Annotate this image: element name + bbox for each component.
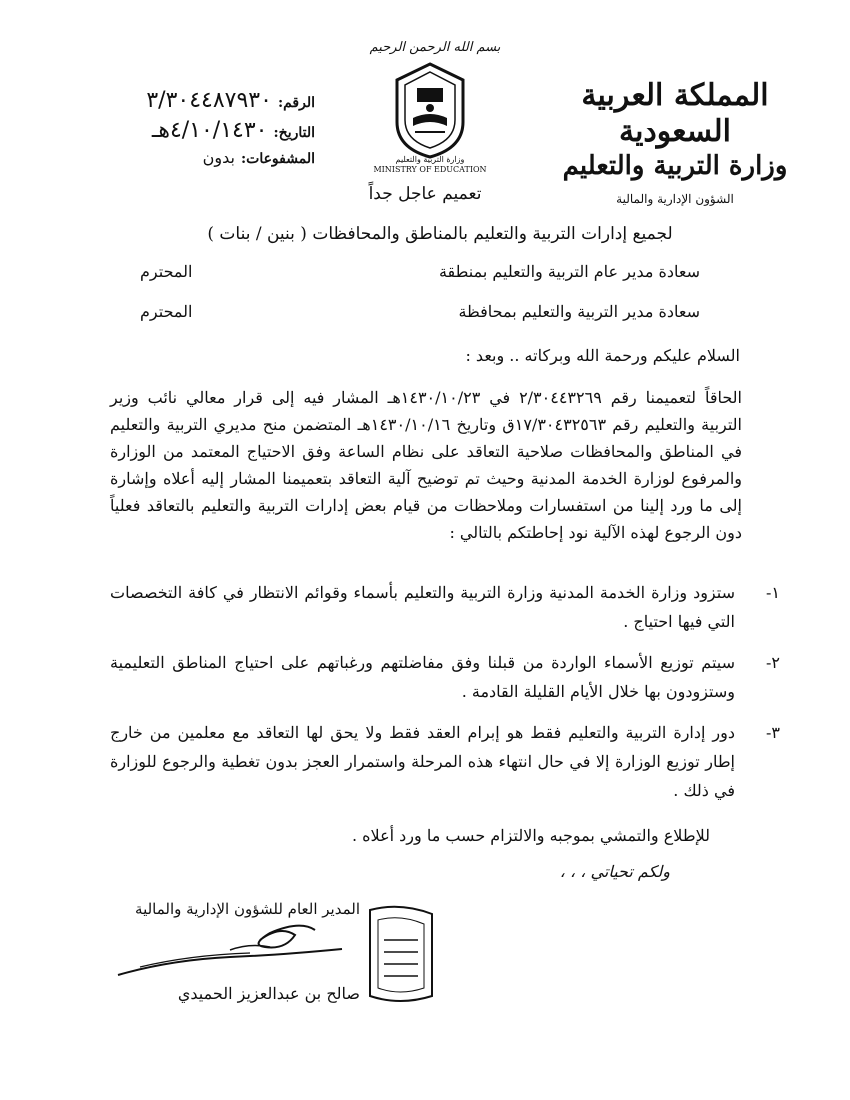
addressee-2-honorific: المحترم (140, 302, 193, 321)
addressee-1-honorific: المحترم (140, 262, 193, 281)
number-value: ٣/٣٠٤٤٨٧٩٣٠ (146, 88, 272, 113)
ministry-name: وزارة التربية والتعليم (562, 151, 788, 181)
date-value: ٤/١٠/١٤٣٠هـ (151, 118, 268, 143)
list-item-text: ستزود وزارة الخدمة المدنية وزارة التربية والتعليم بأسماء وقوائم الانتظار في كافة التخصصات التي فيها احتياج . (110, 583, 735, 631)
recipients-line: لجميع إدارات التربية والتعليم بالمناطق والمحافظات ( بنين / بنات ) (207, 224, 673, 244)
urgent-title: تعميم عاجل جداً (368, 184, 482, 204)
kingdom-name: المملكة العربية السعودية (581, 78, 769, 149)
handwritten-signature (110, 905, 350, 985)
signer-name: صالح بن عبدالعزيز الحميدي (177, 984, 360, 1003)
list-item-number: ٣- (766, 723, 780, 742)
number-label: الرقم: (277, 95, 315, 111)
addressee-1-text: سعادة مدير عام التربية والتعليم بمنطقة (438, 262, 700, 281)
letterhead-right (560, 78, 790, 206)
list-item-number: ٢- (766, 653, 780, 672)
official-stamp (360, 900, 440, 1010)
attachments-label: المشفوعات: (240, 151, 315, 167)
list-item-text: دور إدارة التربية والتعليم فقط هو إبرام العقد فقط ولا يحق لها التعاقد مع معلمين من خارج إطار توزيع الوزارة إلا في حال انتهاء هذه المرحلة واستمرار العجز بدون تغطية والرجوع للوزارة في ذلك . (110, 723, 735, 800)
emblem-caption-ar: وزارة التربية والتعليم (395, 155, 465, 164)
body-paragraph: الحاقاً لتعميمنا رقم ٢/٣٠٤٤٣٢٦٩ في ١٤٣٠/١٠/٢٣هـ المشار فيه إلى قرار معالي نائب وزير التربية والتعليم رقم ١٧/٣٠٤٣٢٥٦٣ق وتاريخ ١٤٣٠/١٠/١٦هـ المتضمن منح مديري التربية والتعليم في المناطق والمحافظات صلاحية التعاقد على نظام الساعة وفق الاحتياج المعتمد من الوزارة والمرفوع لوزارة الخدمة المدنية وحيث تم توضيح آلية التعاقد بتعميمنا المشار إليه أعلاه وإشارة إلى ما ورد إلينا من استفسارات وملاحظات من قيام بعض إدارات التربية والتعليم بالتعاقد فعلياً دون الرجوع لهذه الآلية نود إحاطتكم بالتالي : (110, 388, 743, 542)
list-item-number: ١- (766, 583, 780, 602)
list-item-text: سيتم توزيع الأسماء الواردة من قبلنا وفق مفاضلتهم ورغباتهم على احتياج المناطق التعليمية وستزودون بها خلال الأيام القليلة القادمة . (110, 653, 735, 701)
regards-line: ولكم تحياتي ، ، ، (559, 862, 670, 881)
list-item (110, 718, 780, 805)
date-label: التاريخ: (273, 125, 315, 141)
basmala: بسم الله الرحمن الرحيم (369, 40, 501, 55)
emblem-caption-en: MINISTRY OF EDUCATION (373, 165, 487, 174)
closing-line: للإطلاع والتمشي بموجبه والالتزام حسب ما ورد أعلاه . (351, 826, 710, 845)
department-name: الشؤون الإدارية والمالية (616, 192, 734, 206)
list-item (110, 578, 780, 636)
signer-title: المدير العام للشؤون الإدارية والمالية (135, 900, 360, 918)
ministry-emblem-icon (385, 60, 475, 160)
meta-attachments-row (55, 148, 315, 178)
emblem-caption (365, 155, 495, 175)
list-item (110, 648, 780, 706)
greeting: السلام عليكم ورحمة الله وبركاته .. وبعد : (465, 346, 740, 365)
attachments-value: بدون (202, 148, 235, 167)
meta-number-row (55, 88, 315, 118)
letter-meta (55, 88, 315, 178)
addressee-2 (140, 302, 700, 321)
addressee-2-text: سعادة مدير التربية والتعليم بمحافظة (458, 302, 700, 321)
meta-date-row (55, 118, 315, 148)
addressee-1 (140, 262, 700, 281)
